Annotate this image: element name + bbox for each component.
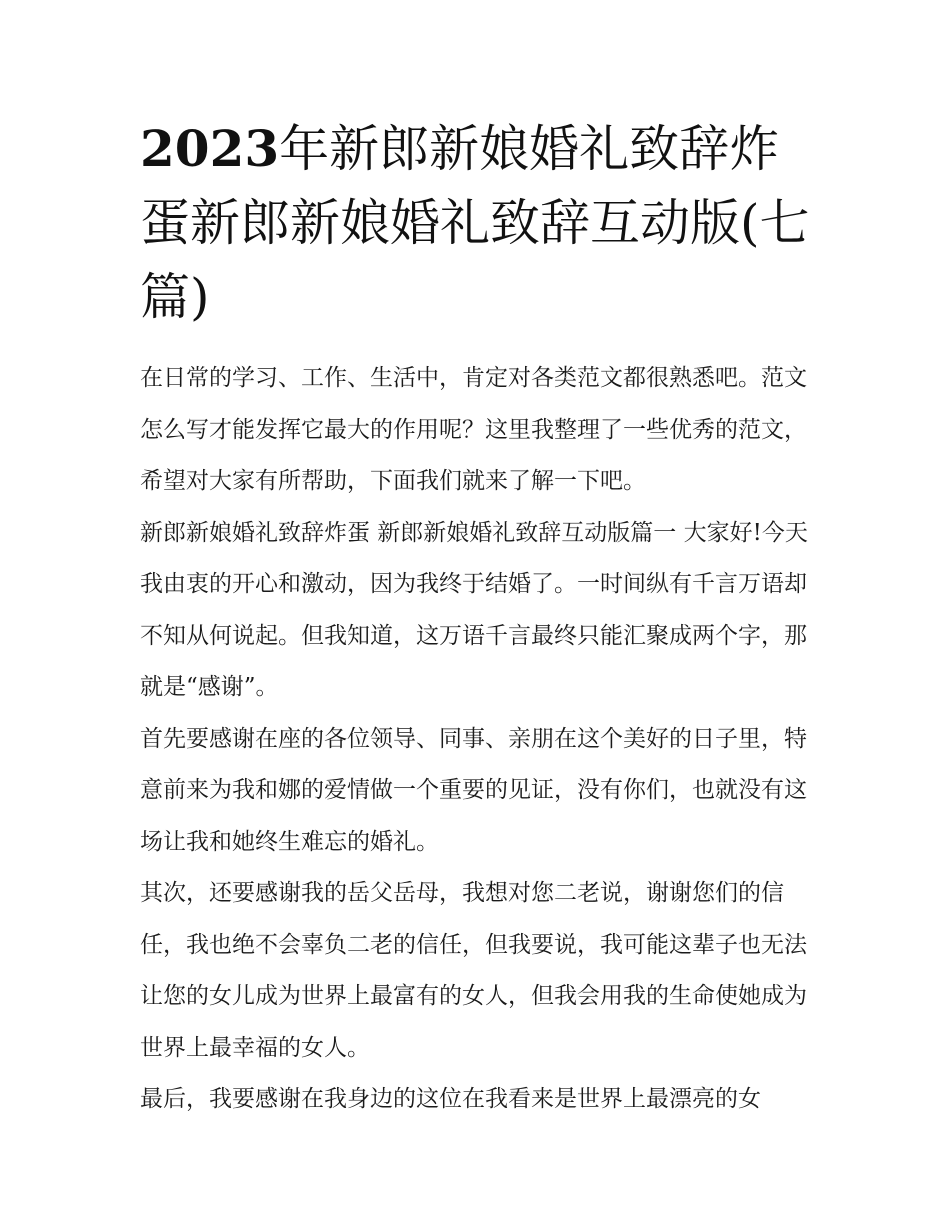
paragraph-thanks-guests: 首先要感谢在座的各位领导、同事、亲朋在这个美好的日子里，特意前来为我和娜的爱情做一个重要的见证，没有你们，也就没有这场让我和她终生难忘的婚礼。: [140, 725, 807, 855]
title-year: 2023: [140, 119, 280, 178]
document-body: [140, 353, 820, 1126]
paragraph-greeting: 新郎新娘婚礼致辞炸蛋 新郎新娘婚礼致辞互动版篇一 大家好!今天我由衷的开心和激动，因为我终于结婚了。一时间纵有千言万语却不知从何说起。但我知道，这万语千言最终只能汇聚成两个字，那就是“感谢”。: [140, 519, 808, 700]
paragraph-thanks-bride: 最后，我要感谢在我身边的这位在我看来是世界上最漂亮的女: [140, 1086, 761, 1112]
paragraph-thanks-parents: 其次，还要感谢我的岳父岳母，我想对您二老说，谢谢您们的信任，我也绝不会辜负二老的信任，但我要说，我可能这辈子也无法让您的女儿成为世界上最富有的女人，但我会用我的生命使她成为世界上最幸福的女人。: [140, 880, 807, 1061]
document-title: [140, 112, 820, 334]
paragraph-intro: 在日常的学习、工作、生活中，肯定对各类范文都很熟悉吧。范文怎么写才能发挥它最大的作用呢？这里我整理了一些优秀的范文，希望对大家有所帮助，下面我们就来了解一下吧。: [140, 365, 807, 494]
title-text: 年新郎新娘婚礼致辞炸蛋新郎新娘婚礼致辞互动版(七篇): [140, 120, 810, 326]
